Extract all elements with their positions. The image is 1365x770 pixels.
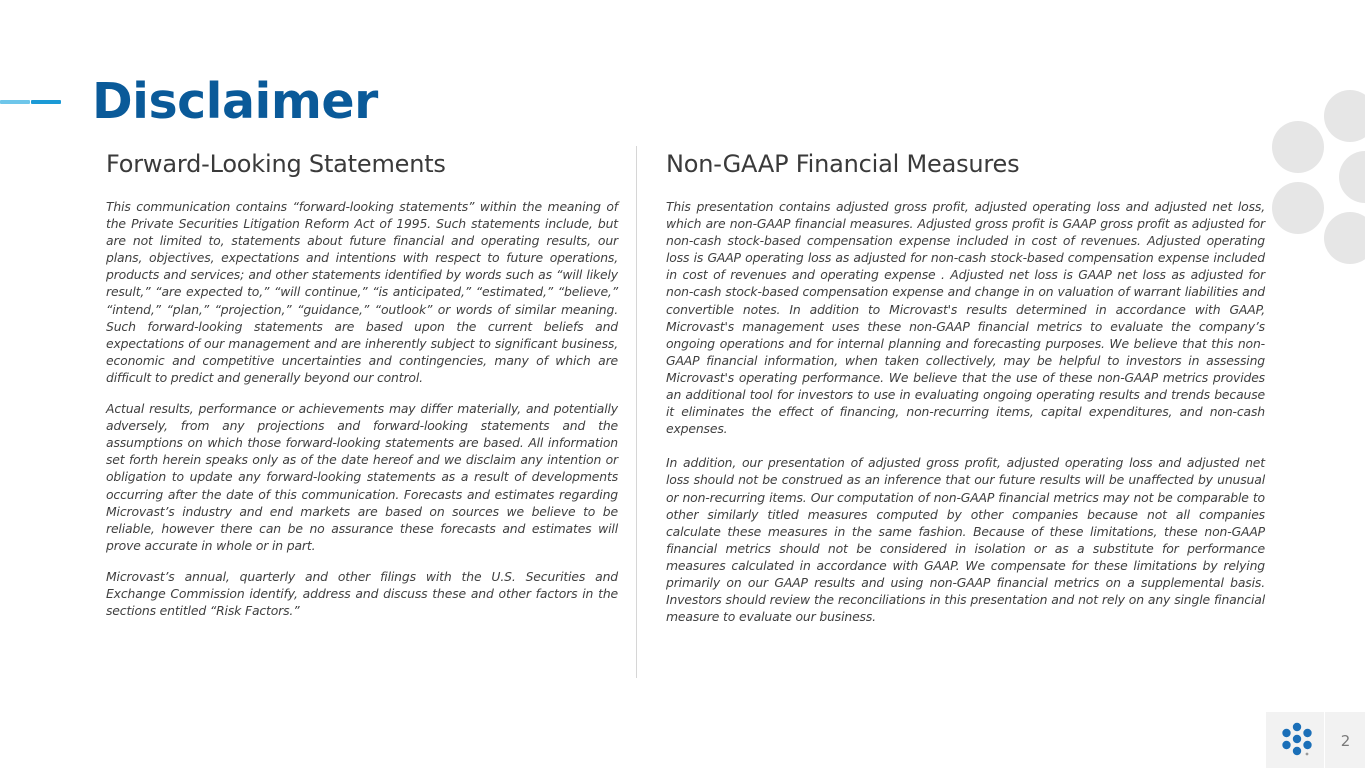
deco-circle (1272, 121, 1324, 173)
page-title: Disclaimer (92, 73, 378, 130)
microvast-logo-icon (1280, 722, 1314, 758)
deco-circle (1339, 151, 1365, 203)
forward-looking-statements-section (106, 146, 618, 619)
decorative-circles-icon (1262, 84, 1365, 274)
non-gaap-paragraph: In addition, our presentation of adjusted gross profit, adjusted operating loss and adjusted net loss should not be construed as an inference that our future results will be unaffected by unusual or non-recurring items. Our computation of non-GAAP financial metrics may not be comparable to other similarly titled measures computed by other companies because not all companies calculate these measures in the same fashion. Because of these limitations, these non-GAAP financial metrics should not be considered in isolation or as a substitute for performance measures calculated in accordance with GAAP. We compensate for these limitations by relying primarily on our GAAP results and using non-GAAP financial metrics on a supplemental basis. Investors should review the reconciliations in this presentation and not rely on any single financial measure to evaluate our business. (666, 455, 1265, 625)
footer (1266, 712, 1365, 768)
non-gaap-section (666, 146, 1265, 625)
deco-circle (1272, 182, 1324, 234)
forward-looking-heading: Forward-Looking Statements (106, 150, 446, 178)
non-gaap-paragraph: This presentation contains adjusted gross profit, adjusted operating loss and adjusted net loss, which are non-GAAP financial measures. Adjusted gross profit is GAAP gross profit as adjusted for non-cash stock-based compensation expense included in cost of revenues. Adjusted operating loss is GAAP operating loss as adjusted for non-cash stock-based compensation expense included in cost of revenues and operating expense . Adjusted net loss is GAAP net loss as adjusted for non-cash stock-based compensation expense and change in on valuation of warrant liabilities and convertible notes. In addition to Microvast's results determined in accordance with GAAP, Microvast's management uses these non-GAAP financial metrics to evaluate the company’s ongoing operations and for internal planning and forecasting purposes. We believe that this non-GAAP financial information, when taken collectively, may be helpful to investors in assessing Microvast's operating performance. We believe that the use of these non-GAAP metrics provides an additional tool for investors to use in evaluating ongoing operating results and trends because it eliminates the effect of financing, non-recurring items, capital expenditures, and non-cash expenses. (666, 199, 1265, 437)
header-accent-line-light (0, 100, 30, 104)
column-divider (636, 146, 637, 678)
forward-looking-paragraph: Microvast’s annual, quarterly and other filings with the U.S. Securities and Exchange Commission identify, address and discuss these and other factors in the sections entitled “Risk Factors.” (106, 568, 618, 619)
forward-looking-paragraph: Actual results, performance or achievements may differ materially, and potentially adversely, from any projections and forward-looking statements and the assumptions on which those forward-looking statements are based. All information set forth herein speaks only as of the date hereof and we disclaim any intention or obligation to update any forward-looking statements as a result of developments occurring after the date of this communication. Forecasts and estimates regarding Microvast’s industry and end markets are based on sources we believe to be reliable, however there can be no assurance these forecasts and estimates will prove accurate in whole or in part. (106, 401, 618, 553)
forward-looking-paragraph: This communication contains “forward-looking statements” within the meaning of the Private Securities Litigation Reform Act of 1995. Such statements include, but are not limited to, statements about future financial and operating results, our plans, objectives, expectations and intentions with respect to future operations, products and services; and other statements identified by words such as “will likely result,” “are expected to,” “will continue,” “is anticipated,” “estimated,” “believe,” “intend,” “plan,” “projection,” “guidance,” “outlook” or words of similar meaning. Such forward-looking statements are based upon the current beliefs and expectations of our management and are inherently subject to significant business, economic and competitive uncertainties and contingencies, many of which are difficult to predict and generally beyond our control. (106, 199, 618, 385)
footer-separator (1324, 712, 1325, 768)
header-accent-line-dark (31, 100, 61, 104)
deco-circle (1324, 90, 1365, 142)
non-gaap-heading: Non-GAAP Financial Measures (666, 150, 1020, 178)
deco-circle (1324, 212, 1365, 264)
page-number: 2 (1340, 732, 1351, 750)
